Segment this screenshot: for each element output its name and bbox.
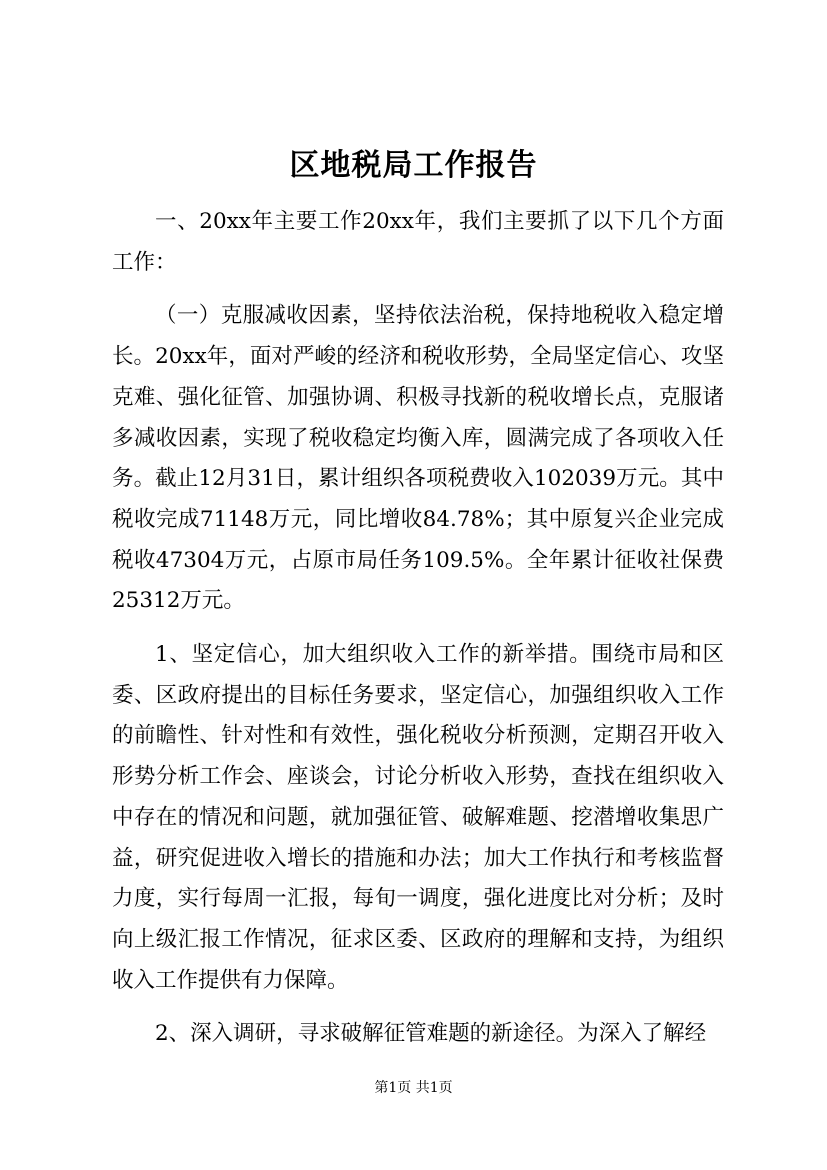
document-title: 区地税局工作报告 [289,148,538,183]
page-footer: 第1页 共1页 [374,1080,453,1096]
paragraph-2: （一）克服减收因素，坚持依法治税，保持地税收入稳定增长。20xx年，面对严峻的经济和税收形势，全局坚定信心、攻坚克难、强化征管、加强协调、积极寻找新的税收增长点，克服诸多减收因素，实现了税收稳定均衡入库，圆满完成了各项收入任务。截止12月31日，累计组织各项税费收入102039万元。其中税收完成71148万元，同比增收84.78%；其中原复兴企业完成税收47304万元，占原市局任务109.5%。全年累计征收社保费25312万元。 [112,303,724,614]
document-body [112,202,724,1068]
paragraph-4: 2、深入调研，寻求破解征管难题的新途径。为深入了解经 [155,1021,707,1047]
paragraph-3: 1、坚定信心，加大组织收入工作的新举措。围绕市局和区委、区政府提出的目标任务要求，坚定信心，加强组织收入工作的前瞻性、针对性和有效性，强化税收分析预测，定期召开收入形势分析工作会、座谈会，讨论分析收入形势，查找在组织收入中存在的情况和问题，就加强征管、破解难题、挖潜增收集思广益，研究促进收入增长的措施和办法；加大工作执行和考核监督力度，实行每周一汇报，每旬一调度，强化进度比对分析；及时向上级汇报工作情况，征求区委、区政府的理解和支持，为组织收入工作提供有力保障。 [112,642,724,993]
paragraph-1: 一、20xx年主要工作20xx年，我们主要抓了以下几个方面工作： [112,209,724,275]
